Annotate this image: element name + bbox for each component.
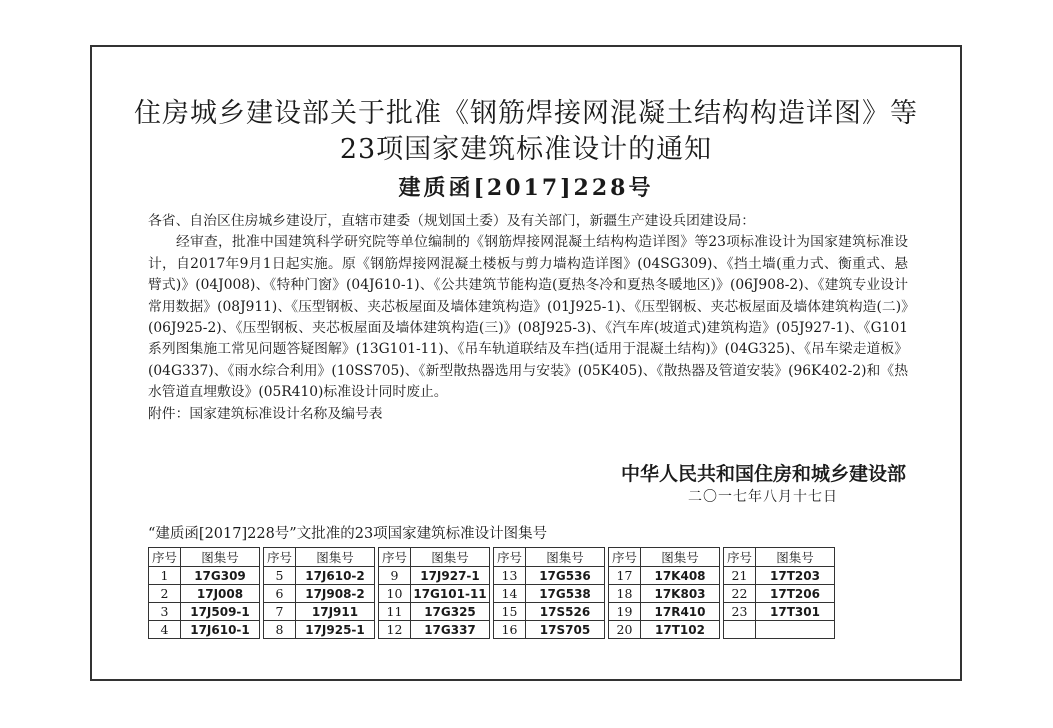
atlas-code-cell: 17K803 (641, 585, 720, 603)
atlas-code-cell: 17J927-1 (411, 567, 490, 585)
header-serial: 序号 (149, 548, 181, 567)
notice-body (148, 211, 908, 425)
atlas-code-cell: 17T206 (756, 585, 835, 603)
serial-cell: 22 (724, 585, 756, 603)
document-number: 建质函[2017]228号 (398, 175, 654, 201)
table-row (264, 585, 375, 603)
atlas-code-cell: 17T203 (756, 567, 835, 585)
serial-cell: 17 (609, 567, 641, 585)
table-row (379, 621, 490, 639)
table-row (264, 621, 375, 639)
table-header-row (264, 548, 375, 567)
serial-cell: 23 (724, 603, 756, 621)
atlas-code-cell: 17T301 (756, 603, 835, 621)
atlas-code-cell: 17J911 (296, 603, 375, 621)
serial-cell: 7 (264, 603, 296, 621)
table-row (379, 585, 490, 603)
serial-cell: 2 (149, 585, 181, 603)
atlas-code-cell: 17G536 (526, 567, 605, 585)
serial-cell: 6 (264, 585, 296, 603)
atlas-code-cell: 17R410 (641, 603, 720, 621)
atlas-code-cell: 17S705 (526, 621, 605, 639)
header-atlas-code: 图集号 (756, 548, 835, 567)
atlas-code-cell: 17J925-1 (296, 621, 375, 639)
atlas-code-cell: 17G309 (181, 567, 260, 585)
table-row (494, 603, 605, 621)
table-row (494, 567, 605, 585)
document-frame (90, 45, 962, 681)
table-group (493, 547, 605, 639)
table-group (723, 547, 835, 639)
table-row (494, 621, 605, 639)
header-serial: 序号 (724, 548, 756, 567)
atlas-code-cell: 17J610-1 (181, 621, 260, 639)
table-row (379, 603, 490, 621)
table-row (379, 567, 490, 585)
table-header-row (609, 548, 720, 567)
atlas-code-cell: 17T102 (641, 621, 720, 639)
table-row (494, 585, 605, 603)
table-group (378, 547, 490, 639)
table-header-row (494, 548, 605, 567)
attachment-line: 附件：国家建筑标准设计名称及编号表 (148, 405, 383, 422)
atlas-code-cell: 17G538 (526, 585, 605, 603)
table-row (264, 603, 375, 621)
serial-cell: 16 (494, 621, 526, 639)
serial-cell: 5 (264, 567, 296, 585)
serial-cell: 3 (149, 603, 181, 621)
serial-cell: 11 (379, 603, 411, 621)
atlas-code-cell: 17J509-1 (181, 603, 260, 621)
header-atlas-code: 图集号 (181, 548, 260, 567)
atlas-code-cell: 17G325 (411, 603, 490, 621)
header-atlas-code: 图集号 (641, 548, 720, 567)
table-row (264, 567, 375, 585)
table-row (724, 567, 835, 585)
issuing-organization: 中华人民共和国住房和城乡建设部 (620, 463, 906, 485)
header-serial: 序号 (494, 548, 526, 567)
table-title: “建质函[2017]228号”文批准的23项国家建筑标准设计图集号 (148, 526, 548, 542)
notice-title-line1: 住房城乡建设部关于批准《钢筋焊接网混凝土结构构造详图》等 (134, 98, 918, 129)
table-row (609, 603, 720, 621)
header-atlas-code: 图集号 (526, 548, 605, 567)
addressee-line: 各省、自治区住房城乡建设厅，直辖市建委（规划国土委）及有关部门，新疆生产建设兵团建设局： (148, 213, 756, 229)
atlas-code-cell: 17J008 (181, 585, 260, 603)
serial-cell (724, 621, 756, 639)
issue-date: 二〇一七年八月十七日 (688, 489, 838, 505)
atlas-code-cell: 17J908-2 (296, 585, 375, 603)
atlas-code-cell: 17G337 (411, 621, 490, 639)
serial-cell: 19 (609, 603, 641, 621)
serial-cell: 14 (494, 585, 526, 603)
table-group (263, 547, 375, 639)
table-group (608, 547, 720, 639)
serial-cell: 4 (149, 621, 181, 639)
serial-cell: 21 (724, 567, 756, 585)
atlas-code-cell: 17S526 (526, 603, 605, 621)
serial-cell: 20 (609, 621, 641, 639)
serial-cell: 18 (609, 585, 641, 603)
main-paragraph: 经审查，批准中国建筑科学研究院等单位编制的《钢筋焊接网混凝土结构构造详图》等23项标准设计为国家建筑标准设计，自2017年9月1日起实施。原《钢筋焊接网混凝土楼板与剪力墙构造详图》(04SG309)、《挡土墙(重力式、衡重式、悬臂式)》(04J008)、《特种门窗》(04J610-1)、《公共建筑节能构造(夏热冬冷和夏热冬暖地区)》(06J908-2)、《建筑专业设计常用数据》(08J911)、《压型钢板、夹芯板屋面及墙体建筑构造》(01J925-1)、《压型钢板、夹芯板屋面及墙体建筑构造(二)》(06J925-2)、《压型钢板、夹芯板屋面及墙体建筑构造(三)》(08J925-3)、《汽车库(坡道式)建筑构造》(05J927-1)、《G101系列图集施工常见问题答疑图解》(13G101-11)、《吊车轨道联结及车挡(适用于混凝土结构)》(04G325)、《吊车梁走道板》(04G337)、《雨水综合利用》(10SS705)、《新型散热器选用与安装》(05K405)、《散热器及管道安装》(96K402-2)和《热水管道直埋敷设》(05R410)标准设计同时废止。 (148, 234, 908, 401)
serial-cell: 8 (264, 621, 296, 639)
table-row (609, 621, 720, 639)
atlas-code-cell: 17J610-2 (296, 567, 375, 585)
atlas-code-cell: 17K408 (641, 567, 720, 585)
notice-title-line2: 23项国家建筑标准设计的通知 (339, 134, 713, 165)
header-serial: 序号 (379, 548, 411, 567)
serial-cell: 10 (379, 585, 411, 603)
serial-cell: 12 (379, 621, 411, 639)
atlas-code-cell: 17G101-11 (411, 585, 490, 603)
serial-cell: 13 (494, 567, 526, 585)
table-row (149, 621, 260, 639)
serial-cell: 15 (494, 603, 526, 621)
serial-cell: 9 (379, 567, 411, 585)
table-group (148, 547, 260, 639)
atlas-number-table (148, 547, 835, 639)
atlas-code-cell (756, 621, 835, 639)
header-atlas-code: 图集号 (296, 548, 375, 567)
table-row (724, 603, 835, 621)
serial-cell: 1 (149, 567, 181, 585)
table-row (609, 567, 720, 585)
table-row (609, 585, 720, 603)
header-serial: 序号 (609, 548, 641, 567)
table-row (724, 621, 835, 639)
table-row (724, 585, 835, 603)
header-atlas-code: 图集号 (411, 548, 490, 567)
table-header-row (724, 548, 835, 567)
table-row (149, 603, 260, 621)
header-serial: 序号 (264, 548, 296, 567)
table-row (149, 585, 260, 603)
table-row (149, 567, 260, 585)
table-header-row (379, 548, 490, 567)
table-header-row (149, 548, 260, 567)
